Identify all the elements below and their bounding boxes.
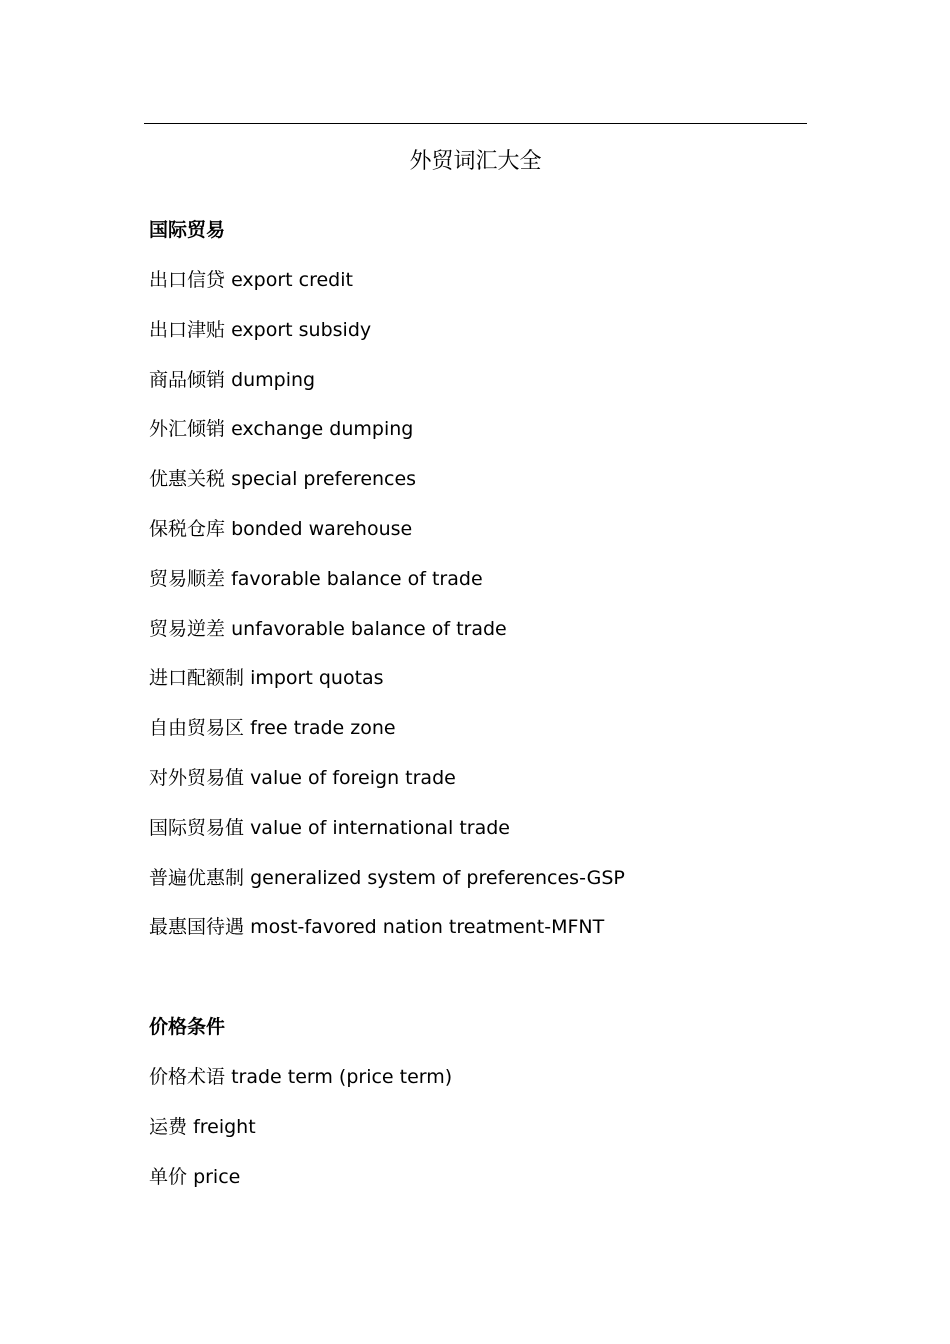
header-rule: [144, 123, 807, 124]
term-chinese: 商品倾销: [149, 368, 226, 391]
term-item: [149, 1114, 452, 1164]
term-chinese: 进口配额制: [149, 667, 245, 690]
term-english: dumping: [231, 368, 316, 391]
term-english: special preferences: [231, 468, 417, 491]
term-item: [149, 665, 625, 715]
term-english: exchange dumping: [231, 418, 414, 441]
term-english: value of foreign trade: [250, 766, 456, 789]
term-chinese: 出口津贴: [149, 318, 226, 341]
document-title: 外贸词汇大全: [409, 149, 542, 174]
term-english: value of international trade: [250, 816, 510, 839]
term-item: [149, 516, 625, 566]
term-item: [149, 566, 625, 616]
term-chinese: 出口信贷: [149, 269, 226, 291]
term-item: [149, 715, 625, 765]
term-chinese: 保税仓库: [149, 517, 226, 540]
term-item: [149, 1064, 452, 1114]
term-chinese: 贸易顺差: [149, 567, 226, 590]
term-item: [149, 1164, 452, 1214]
term-chinese: 运费: [149, 1115, 188, 1138]
term-list-price-terms: [149, 1064, 452, 1213]
section-heading-international-trade: 国际贸易: [149, 219, 226, 241]
term-english: generalized system of preferences-GSP: [250, 866, 625, 889]
term-chinese: 对外贸易值: [149, 766, 245, 789]
term-item: [149, 865, 625, 915]
term-chinese: 普遍优惠制: [149, 866, 245, 889]
term-chinese: 优惠关税: [149, 468, 226, 491]
term-english: import quotas: [250, 667, 384, 690]
term-item: [149, 765, 625, 815]
term-english: most-favored nation treatment-MFNT: [250, 916, 605, 939]
term-item: [149, 317, 625, 367]
term-english: export subsidy: [231, 318, 372, 341]
term-chinese: 最惠国待遇: [149, 916, 245, 939]
term-chinese: 贸易逆差: [149, 617, 226, 640]
term-chinese: 单价: [149, 1165, 188, 1188]
term-english: favorable balance of trade: [231, 567, 483, 590]
term-english: price: [193, 1165, 241, 1188]
term-english: bonded warehouse: [231, 517, 413, 540]
term-item: [149, 367, 625, 417]
term-item: [149, 466, 625, 516]
term-english: freight: [193, 1115, 256, 1138]
term-chinese: 外汇倾销: [149, 418, 226, 441]
term-english: unfavorable balance of trade: [231, 617, 507, 640]
section-heading-price-terms: 价格条件: [149, 1016, 226, 1038]
term-english: trade term (price term): [231, 1066, 453, 1088]
term-item: [149, 815, 625, 865]
term-item: [149, 267, 625, 317]
term-chinese: 价格术语: [149, 1066, 226, 1088]
term-item: [149, 416, 625, 466]
term-item: [149, 616, 625, 666]
term-list-international-trade: [149, 267, 625, 964]
term-english: export credit: [231, 269, 353, 291]
term-chinese: 自由贸易区: [149, 717, 245, 740]
term-english: free trade zone: [250, 717, 396, 740]
term-chinese: 国际贸易值: [149, 816, 245, 839]
term-item: [149, 914, 625, 964]
